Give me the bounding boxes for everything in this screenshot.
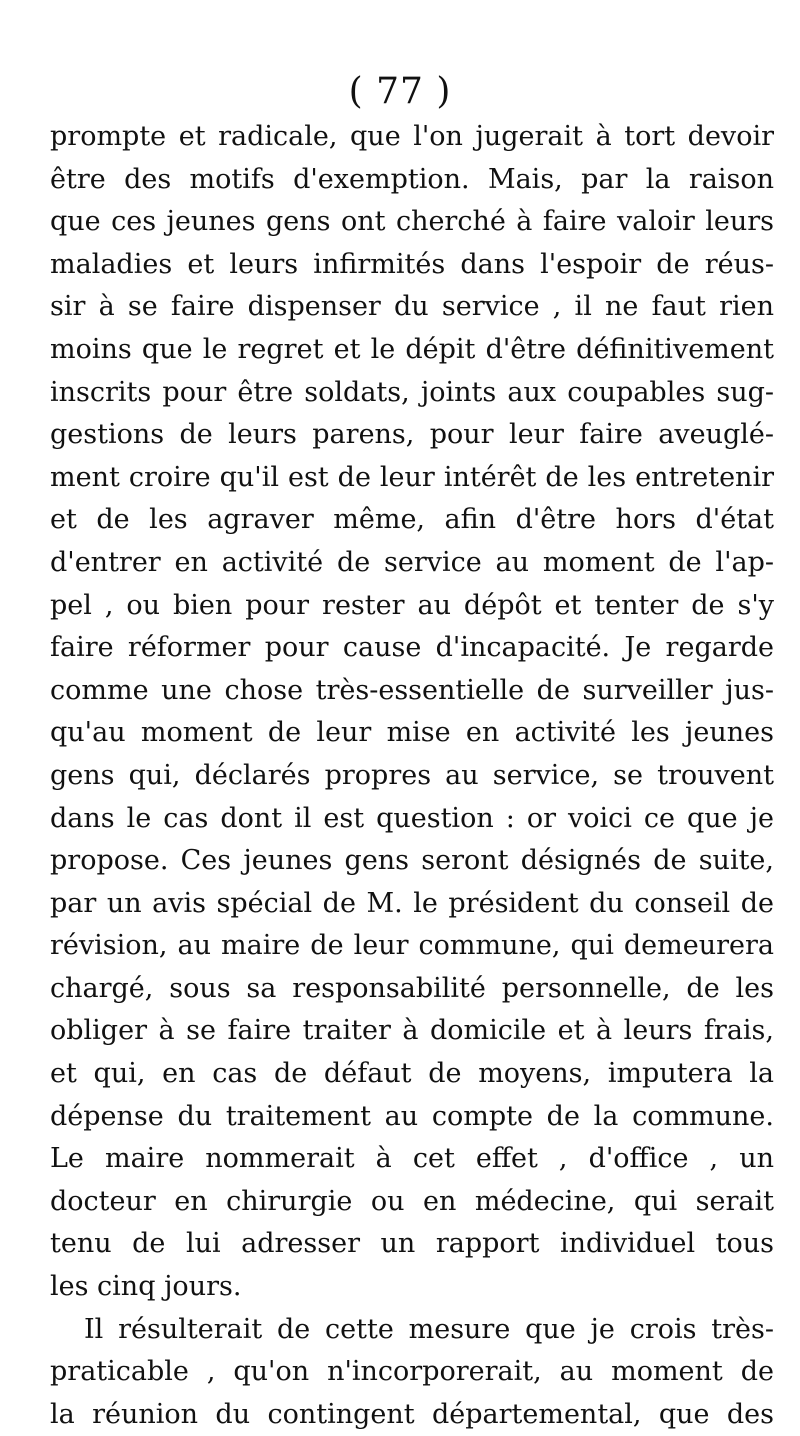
page-number: ( 77 ) <box>348 71 452 112</box>
text-line-paragraph-start: Il résulterait de cette mesure que je crois très- <box>84 1313 774 1345</box>
text-line: obliger à se faire traiter à domicile et à leurs frais, <box>50 1015 774 1047</box>
text-line: gestions de leurs parens, pour leur faire aveuglé- <box>50 419 774 451</box>
text-line: être des motifs d'exemption. Mais, par la raison <box>50 163 774 195</box>
text-line: inscrits pour être soldats, joints aux coupables sug- <box>50 376 774 408</box>
body-text <box>50 116 774 1436</box>
text-line: et de les agraver même, afin d'être hors d'état <box>50 504 774 536</box>
text-line: dépense du traitement au compte de la commune. <box>50 1100 774 1132</box>
text-line: d'entrer en activité de service au moment de l'ap- <box>50 546 774 578</box>
text-line: dans le cas dont il est question : or voici ce que je <box>50 802 774 834</box>
text-line: praticable , qu'on n'incorporerait, au moment de <box>50 1356 774 1388</box>
text-line: moins que le regret et le dépit d'être définitivement <box>50 333 774 365</box>
text-line: révision, au maire de leur commune, qui demeurera <box>50 930 774 962</box>
text-line: chargé, sous sa responsabilité personnelle, de les <box>50 972 774 1004</box>
text-line: docteur en chirurgie ou en médecine, qui serait <box>50 1185 774 1217</box>
text-line: les cinq jours. <box>50 1271 242 1303</box>
text-line: gens qui, déclarés propres au service, se trouvent <box>50 759 774 791</box>
text-line: tenu de lui adresser un rapport individuel tous <box>50 1228 774 1260</box>
text-line: faire réformer pour cause d'incapacité. Je regarde <box>50 632 774 664</box>
text-line: propose. Ces jeunes gens seront désignés de suite, <box>50 845 774 877</box>
text-line: prompte et radicale, que l'on jugerait à tort devoir <box>50 121 774 152</box>
text-line: sir à se faire dispenser du service , il ne faut rien <box>50 291 774 323</box>
text-line: qu'au moment de leur mise en activité les jeunes <box>50 717 774 749</box>
text-line: pel , ou bien pour rester au dépôt et tenter de s'y <box>50 589 774 621</box>
text-line: Le maire nommerait à cet effet , d'office , un <box>50 1143 774 1175</box>
text-line: comme une chose très-essentielle de surveiller jus- <box>50 674 774 706</box>
text-line: que ces jeunes gens ont cherché à faire valoir leurs <box>50 206 774 238</box>
text-line: la réunion du contingent départemental, que des <box>50 1398 774 1430</box>
text-line: ment croire qu'il est de leur intérêt de les entretenir <box>50 461 774 493</box>
text-line: maladies et leurs infirmités dans l'espoir de réus- <box>50 248 774 280</box>
text-line: par un avis spécial de M. le président du conseil de <box>50 887 774 919</box>
text-line: et qui, en cas de défaut de moyens, imputera la <box>50 1058 774 1090</box>
